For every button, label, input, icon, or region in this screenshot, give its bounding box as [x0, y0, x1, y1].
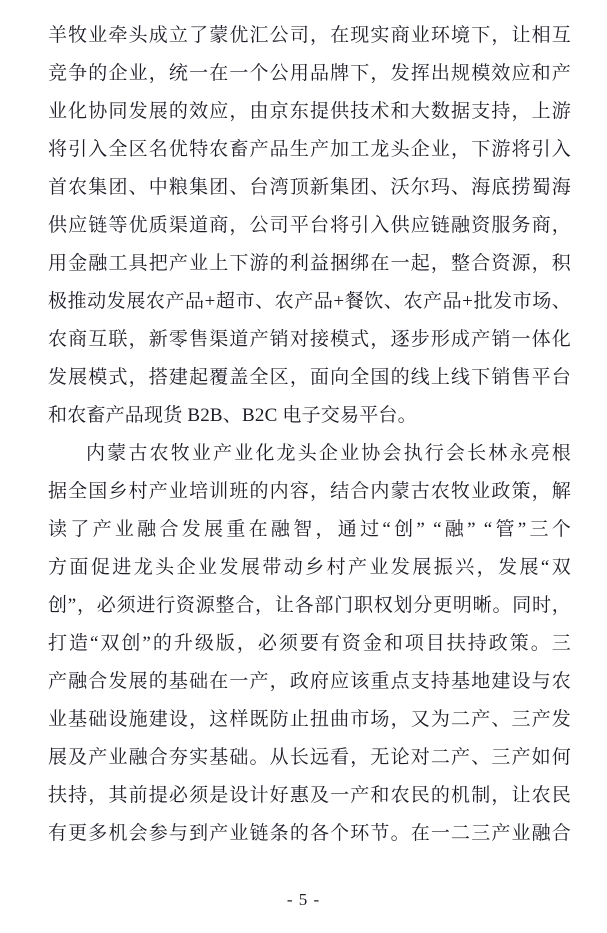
text-line: 极推动发展农产品+超市、农产品+餐饮、农产品+批发市场、	[48, 291, 571, 312]
text-line: 首农集团、中粮集团、台湾顶新集团、沃尔玛、海底捞蜀海	[48, 177, 571, 198]
text-line: 羊牧业牵头成立了蒙优汇公司，在现实商业环境下，让相互	[48, 25, 571, 46]
text-line: 据全国乡村产业培训班的内容，结合内蒙古农牧业政策，解	[48, 481, 571, 502]
text-line: 竞争的企业，统一在一个公用品牌下，发挥出规模效应和产	[48, 63, 571, 84]
text-line-paragraph-start: 内蒙古农牧业产业化龙头企业协会执行会长林永亮根	[86, 443, 571, 464]
text-line: 扶持，其前提必须是设计好惠及一产和农民的机制，让农民	[48, 785, 571, 806]
text-line: 创”，必须进行资源整合，让各部门职权划分更明晰。同时，	[48, 595, 571, 616]
text-line: 业基础设施建设，这样既防止扭曲市场，又为二产、三产发	[48, 709, 571, 730]
text-line: 打造“双创”的升级版，必须要有资金和项目扶持政策。三	[48, 633, 571, 654]
text-line: 将引入全区名优特农畜产品生产加工龙头企业，下游将引入	[48, 139, 571, 160]
text-line: 和农畜产品现货 B2B、B2C 电子交易平台。	[48, 405, 417, 426]
page-number: - 5 -	[286, 890, 321, 909]
text-line: 展及产业融合夯实基础。从长远看，无论对二产、三产如何	[48, 747, 571, 768]
text-line: 方面促进龙头企业发展带动乡村产业发展振兴，发展“双	[48, 557, 571, 578]
text-line: 读了产业融合发展重在融智，通过“创” “融” “管”三个	[48, 519, 571, 540]
text-line: 发展模式，搭建起覆盖全区，面向全国的线上线下销售平台	[48, 367, 571, 388]
text-line: 产融合发展的基础在一产，政府应该重点支持基地建设与农	[48, 671, 571, 692]
text-line: 用金融工具把产业上下游的利益捆绑在一起，整合资源，积	[48, 253, 571, 274]
text-line: 业化协同发展的效应，由京东提供技术和大数据支持，上游	[48, 101, 571, 122]
text-line: 农商互联，新零售渠道产销对接模式，逐步形成产销一体化	[48, 329, 571, 350]
text-line: 有更多机会参与到产业链条的各个环节。在一二三产业融合	[48, 823, 571, 844]
text-line: 供应链等优质渠道商，公司平台将引入供应链融资服务商，	[48, 215, 571, 236]
